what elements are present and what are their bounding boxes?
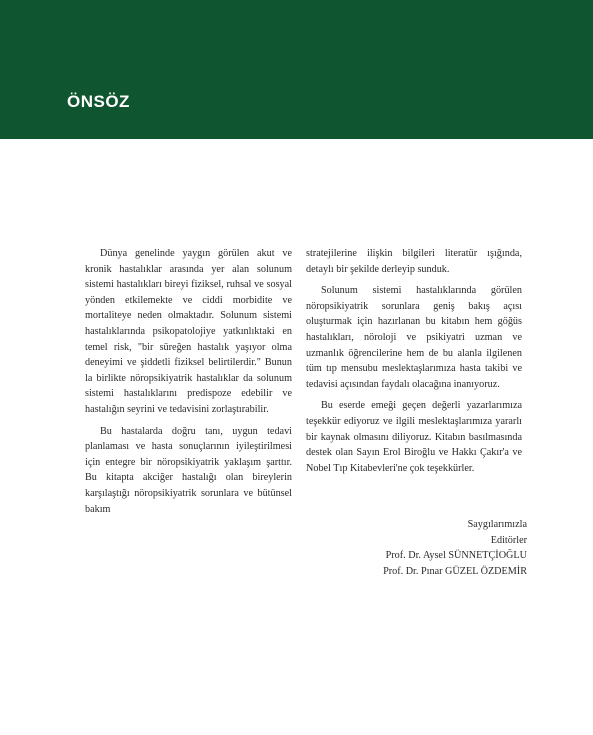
paragraph: Bu hastalarda doğru tanı, uygun tedavi planlaması ve hasta sonuçlarının iyileştirilmesi için entegre bir nöropsikiyatrik yaklaşım şarttır. Bu kitapta akciğer hastalığı olan bireylerin karşılaştığı nöropsikiyatrik sorunlara ve bütünsel bakım [85,425,292,515]
text-column-right [306,246,522,482]
text-column-left [85,246,292,523]
paragraph: Solunum sistemi hastalıklarında görülen nöropsikiyatrik sorunlara geniş bakış açısı oluşturmak için hazırlanan bu kitabın hem göğüs hastalıkları, nöroloji ve psikiyatri uzman ve uzmanlık öğrencilerine hem de bu alanla ilgilenen tüm tıp mensubu meslektaşlarımıza hasta takibi ve tedavisi açısından faydalı olacağına inanıyoruz. [306,285,522,390]
signature-block [383,517,527,579]
paragraph: Dünya genelinde yaygın görülen akut ve kronik hastalıklar arasında yer alan solunum sistemi hastalıkları bireyi fiziksel, ruhsal ve sosyal yönden etkilemekte ve ciddi morbidite ve mortaliteye neden olmaktadır. Solunum sistemi hastalıklarında psikopatolojiye yatkınlıktaki en temel risk, "bir süreğen hastalık yaşıyor olma deneyimi ve şiddetli fiziksel belirtilerdir." Bunun la birlikte nöropsikiyatrik hastalıklar da solunum sistemi hastalıklarını predispoze edebilir ve hastalığın seyrini ve tedavisini zorlaştırabilir. [85,248,292,415]
editors-label: Editörler [490,534,527,546]
paragraph: stratejilerine ilişkin bilgileri literatür ışığında, detaylı bir şekilde derleyip sunduk. [306,248,522,275]
header-band [0,0,593,139]
closing-text: Saygılarımızla [467,519,527,530]
paragraph: Bu eserde emeği geçen değerli yazarlarımıza teşekkür ediyoruz ve ilgili meslektaşlarımıza yararlı bir kaynak olmasını diliyoruz. Kitabın basılmasında destek olan Sayın Erol Biroğlu ve Hakkı Çakır'a ve Nobel Tıp Kitabevleri'ne çok teşekkürler. [306,400,522,474]
editor-name: Prof. Dr. Pınar GÜZEL ÖZDEMİR [383,565,527,577]
page-title: ÖNSÖZ [67,92,130,111]
editor-name: Prof. Dr. Aysel SÜNNETÇİOĞLU [385,550,527,562]
